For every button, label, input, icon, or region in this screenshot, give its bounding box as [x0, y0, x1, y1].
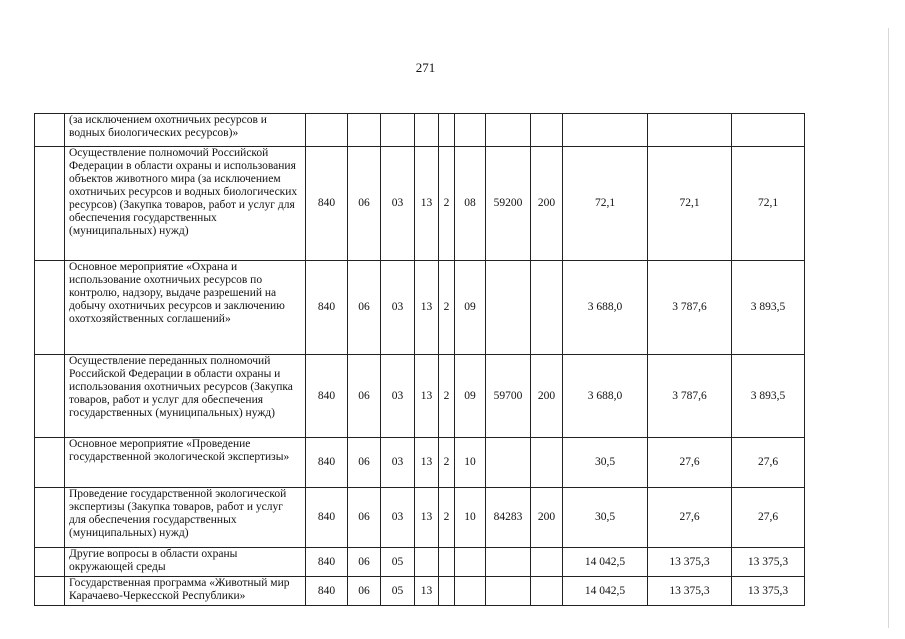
- cell-year-3: 27,6: [732, 438, 805, 488]
- cell-year-1: 30,5: [563, 438, 648, 488]
- cell-csr-subprogram: 2: [439, 147, 455, 261]
- cell-ved: 840: [306, 355, 348, 438]
- row-spacer-cell: [35, 488, 65, 548]
- row-name: Государственная программа «Животный мир Карачаево-Черкесской Республики»: [65, 577, 306, 606]
- table-row: [35, 355, 805, 438]
- cell-year-1: 14 042,5: [563, 548, 648, 577]
- cell-pr: 03: [381, 261, 415, 355]
- cell-rz: [348, 114, 381, 147]
- cell-csr-direction: 59700: [486, 355, 531, 438]
- cell-csr-program: [415, 548, 439, 577]
- cell-pr: 03: [381, 147, 415, 261]
- cell-csr-event: 10: [455, 438, 486, 488]
- cell-csr-subprogram: [439, 577, 455, 606]
- cell-year-1: 14 042,5: [563, 577, 648, 606]
- table-row: [35, 114, 805, 147]
- cell-vr: [531, 438, 563, 488]
- cell-csr-subprogram: 2: [439, 488, 455, 548]
- table-row: [35, 548, 805, 577]
- cell-year-1: [563, 114, 648, 147]
- cell-year-3: [732, 114, 805, 147]
- row-name: Другие вопросы в области охраны окружающей среды: [65, 548, 306, 577]
- cell-csr-program: 13: [415, 147, 439, 261]
- cell-csr-program: 13: [415, 355, 439, 438]
- row-spacer-cell: [35, 548, 65, 577]
- cell-csr-subprogram: [439, 114, 455, 147]
- cell-csr-program: 13: [415, 577, 439, 606]
- cell-year-3: 3 893,5: [732, 261, 805, 355]
- cell-year-2: 3 787,6: [648, 261, 732, 355]
- table-row: [35, 261, 805, 355]
- cell-year-2: 3 787,6: [648, 355, 732, 438]
- cell-rz: 06: [348, 548, 381, 577]
- cell-year-3: 3 893,5: [732, 355, 805, 438]
- cell-csr-program: 13: [415, 438, 439, 488]
- cell-year-3: 72,1: [732, 147, 805, 261]
- cell-csr-direction: 59200: [486, 147, 531, 261]
- cell-csr-event: 09: [455, 355, 486, 438]
- scan-edge-shadow: [888, 28, 895, 628]
- cell-year-1: 30,5: [563, 488, 648, 548]
- cell-ved: 840: [306, 488, 348, 548]
- cell-year-2: 72,1: [648, 147, 732, 261]
- cell-pr: 03: [381, 488, 415, 548]
- table-row: [35, 438, 805, 488]
- cell-csr-direction: [486, 114, 531, 147]
- cell-pr: 03: [381, 355, 415, 438]
- cell-vr: [531, 577, 563, 606]
- row-spacer-cell: [35, 147, 65, 261]
- cell-csr-event: [455, 577, 486, 606]
- cell-rz: 06: [348, 488, 381, 548]
- cell-csr-subprogram: [439, 548, 455, 577]
- row-spacer-cell: [35, 114, 65, 147]
- cell-vr: 200: [531, 355, 563, 438]
- page-number: 271: [415, 60, 436, 75]
- row-name: (за исключением охотничьих ресурсов и водных биологических ресурсов)»: [65, 114, 306, 147]
- cell-csr-direction: [486, 438, 531, 488]
- cell-year-2: [648, 114, 732, 147]
- row-name: Осуществление полномочий Российской Федерации в области охраны и использования объектов животного мира (за исключением охотничьих ресурсов и водных биологических ресурсов) (Закупка товаров, работ и услуг для обеспечения государственных (муниципальных) нужд): [65, 147, 306, 261]
- cell-pr: 05: [381, 548, 415, 577]
- cell-csr-subprogram: 2: [439, 261, 455, 355]
- cell-vr: [531, 548, 563, 577]
- cell-csr-event: 08: [455, 147, 486, 261]
- cell-pr: 03: [381, 438, 415, 488]
- cell-year-2: 27,6: [648, 488, 732, 548]
- row-spacer-cell: [35, 577, 65, 606]
- cell-rz: 06: [348, 438, 381, 488]
- cell-pr: [381, 114, 415, 147]
- row-name: Проведение государственной экологической экспертизы (Закупка товаров, работ и услуг для обеспечения государственных (муниципальных) нужд): [65, 488, 306, 548]
- cell-csr-event: 10: [455, 488, 486, 548]
- cell-csr-subprogram: 2: [439, 438, 455, 488]
- cell-csr-program: [415, 114, 439, 147]
- cell-csr-subprogram: 2: [439, 355, 455, 438]
- table-row: [35, 577, 805, 606]
- cell-ved: 840: [306, 147, 348, 261]
- cell-year-3: 13 375,3: [732, 577, 805, 606]
- budget-table: [34, 113, 805, 606]
- cell-csr-event: 09: [455, 261, 486, 355]
- row-spacer-cell: [35, 261, 65, 355]
- cell-vr: [531, 114, 563, 147]
- cell-year-1: 3 688,0: [563, 261, 648, 355]
- cell-year-3: 13 375,3: [732, 548, 805, 577]
- cell-csr-event: [455, 548, 486, 577]
- cell-ved: 840: [306, 548, 348, 577]
- cell-rz: 06: [348, 577, 381, 606]
- row-spacer-cell: [35, 438, 65, 488]
- cell-csr-direction: [486, 548, 531, 577]
- table-row: [35, 147, 805, 261]
- cell-vr: [531, 261, 563, 355]
- cell-year-3: 27,6: [732, 488, 805, 548]
- cell-pr: 05: [381, 577, 415, 606]
- cell-vr: 200: [531, 488, 563, 548]
- row-name: Основное мероприятие «Охрана и использование охотничьих ресурсов по контролю, надзору, выдаче разрешений на добычу охотничьих ресурсов и заключению охотхозяйственных соглашений»: [65, 261, 306, 355]
- row-spacer-cell: [35, 355, 65, 438]
- cell-year-2: 13 375,3: [648, 548, 732, 577]
- cell-csr-direction: 84283: [486, 488, 531, 548]
- cell-rz: 06: [348, 355, 381, 438]
- cell-csr-program: 13: [415, 488, 439, 548]
- cell-year-2: 27,6: [648, 438, 732, 488]
- cell-year-1: 72,1: [563, 147, 648, 261]
- row-name: Осуществление переданных полномочий Российской Федерации в области охраны и использования охотничьих ресурсов (Закупка товаров, работ и услуг для обеспечения государственных (муниципальных) нужд): [65, 355, 306, 438]
- cell-ved: 840: [306, 577, 348, 606]
- cell-csr-event: [455, 114, 486, 147]
- cell-csr-program: 13: [415, 261, 439, 355]
- cell-year-2: 13 375,3: [648, 577, 732, 606]
- cell-csr-direction: [486, 577, 531, 606]
- cell-csr-direction: [486, 261, 531, 355]
- cell-ved: 840: [306, 438, 348, 488]
- cell-year-1: 3 688,0: [563, 355, 648, 438]
- cell-rz: 06: [348, 147, 381, 261]
- cell-ved: 840: [306, 261, 348, 355]
- cell-rz: 06: [348, 261, 381, 355]
- cell-ved: [306, 114, 348, 147]
- cell-vr: 200: [531, 147, 563, 261]
- table-row: [35, 488, 805, 548]
- row-name: Основное мероприятие «Проведение государственной экологической экспертизы»: [65, 438, 306, 488]
